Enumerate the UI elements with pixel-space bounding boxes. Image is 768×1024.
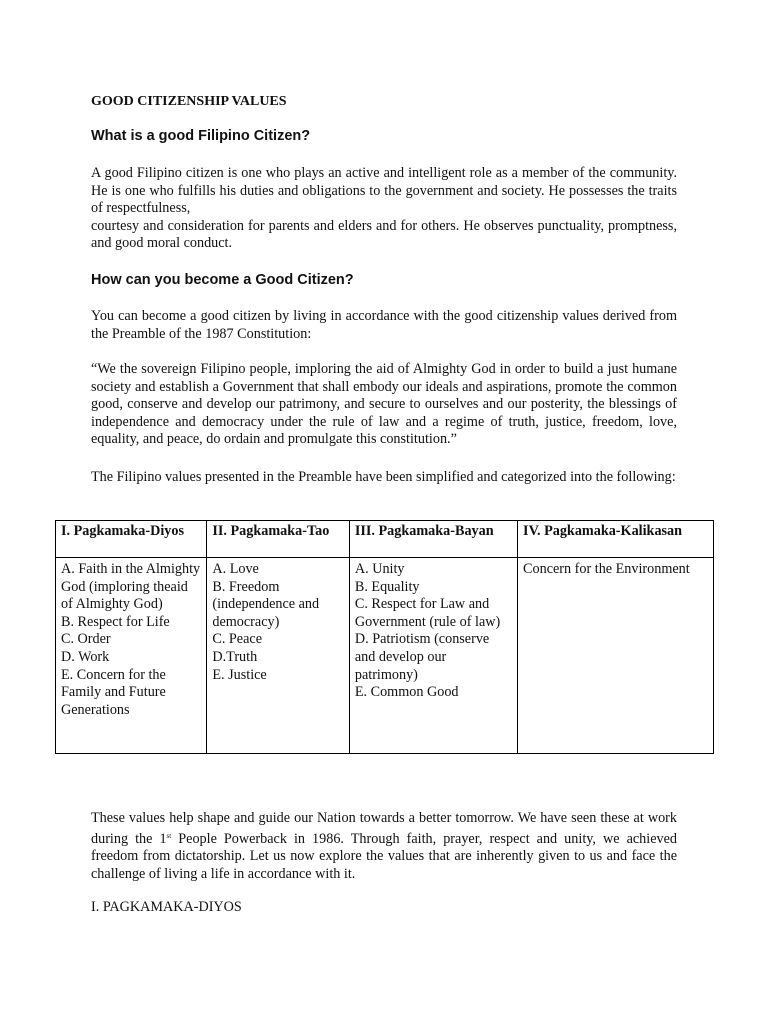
table-header-cell: I. Pagkamaka-Diyos — [56, 521, 207, 558]
table-cell-pagkamaka-kalikasan — [518, 558, 714, 754]
list-item: E. Justice — [212, 666, 267, 683]
paragraph-line: A good Filipino citizen is one who plays an active and intelligent role as a member of the community. He is one who fulfills his duties and obligations to the government and society. He possesses the traits of respectfulness, — [91, 165, 677, 217]
list-item: D. Patriotism (conserve and develop our patrimony) — [354, 631, 490, 683]
list-item: C. Respect for Law and Government (rule of law) — [354, 596, 501, 630]
list-item: A. Love — [212, 561, 259, 577]
table-cell-pagkamaka-diyos — [56, 558, 207, 754]
table-header-cell: IV. Pagkamaka-Kalikasan — [518, 521, 714, 558]
paragraph-text: People Powerback in 1986. Through faith, prayer, respect and unity, we achieved freedom from dictatorship. Let us now explore the values that are inherently given to us and face the challenge of living a life in accordance with it. — [91, 830, 677, 882]
table-cell-pagkamaka-bayan — [349, 558, 517, 754]
table-header-cell: II. Pagkamaka-Tao — [207, 521, 350, 558]
list-item: B. Freedom (independence and democracy) — [212, 578, 320, 630]
list-item: B. Equality — [354, 578, 420, 595]
paragraph-line: courtesy and consideration for parents and elders and for others. He observes punctuality, promptness, and good moral conduct. — [91, 217, 677, 252]
list-item: D.Truth — [212, 648, 258, 665]
paragraph-nation-values — [91, 810, 677, 883]
question-heading-good-citizen: What is a good Filipino Citizen? — [91, 128, 311, 144]
list-item: A. Faith in the Almighty God (imploring theaid of Almighty God) — [61, 561, 201, 613]
table-row — [56, 558, 714, 754]
table-header-row — [56, 521, 714, 558]
list-item: C. Peace — [212, 631, 262, 648]
ordinal-suffix: st — [166, 831, 172, 840]
section-heading-pagkamaka-diyos: I. PAGKAMAKA-DIYOS — [91, 899, 242, 915]
list-item: E. Concern for the Family and Future Generations — [61, 666, 166, 718]
table-header-cell: III. Pagkamaka-Bayan — [349, 521, 517, 558]
question-heading-become-citizen: How can you become a Good Citizen? — [91, 272, 354, 288]
table-cell-pagkamaka-tao — [207, 558, 350, 754]
preamble-quote: “We the sovereign Filipino people, imploring the aid of Almighty God in order to build a just humane society and establish a Government that shall embody our ideals and aspirations, promote the common good, conserve and develop our patrimony, and secure to ourselves and our posterity, the blessings of independence and democracy under the rule of law and a regime of truth, justice, freedom, love, equality, and peace, do ordain and promulgate this constitution.” — [91, 361, 677, 448]
paragraph-good-citizen-definition — [91, 165, 677, 253]
list-item: B. Respect for Life — [61, 613, 170, 630]
list-item: C. Order — [61, 631, 111, 648]
list-item: Concern for the Environment — [523, 561, 690, 577]
document-title: GOOD CITIZENSHIP VALUES — [91, 94, 287, 109]
paragraph-become-citizen: You can become a good citizen by living in accordance with the good citizenship values derived from the Preamble of the 1987 Constitution: — [91, 308, 677, 342]
paragraph-values-intro: The Filipino values presented in the Preamble have been simplified and categorized into the following: — [91, 469, 676, 485]
list-item: E. Common Good — [354, 684, 459, 701]
list-item: A. Unity — [354, 561, 405, 577]
values-table — [55, 520, 714, 754]
list-item: D. Work — [61, 648, 110, 665]
paragraph-text: These values help shape and guide our Nation towards a better tomorrow. We have seen these at work during the 1 — [91, 810, 677, 847]
